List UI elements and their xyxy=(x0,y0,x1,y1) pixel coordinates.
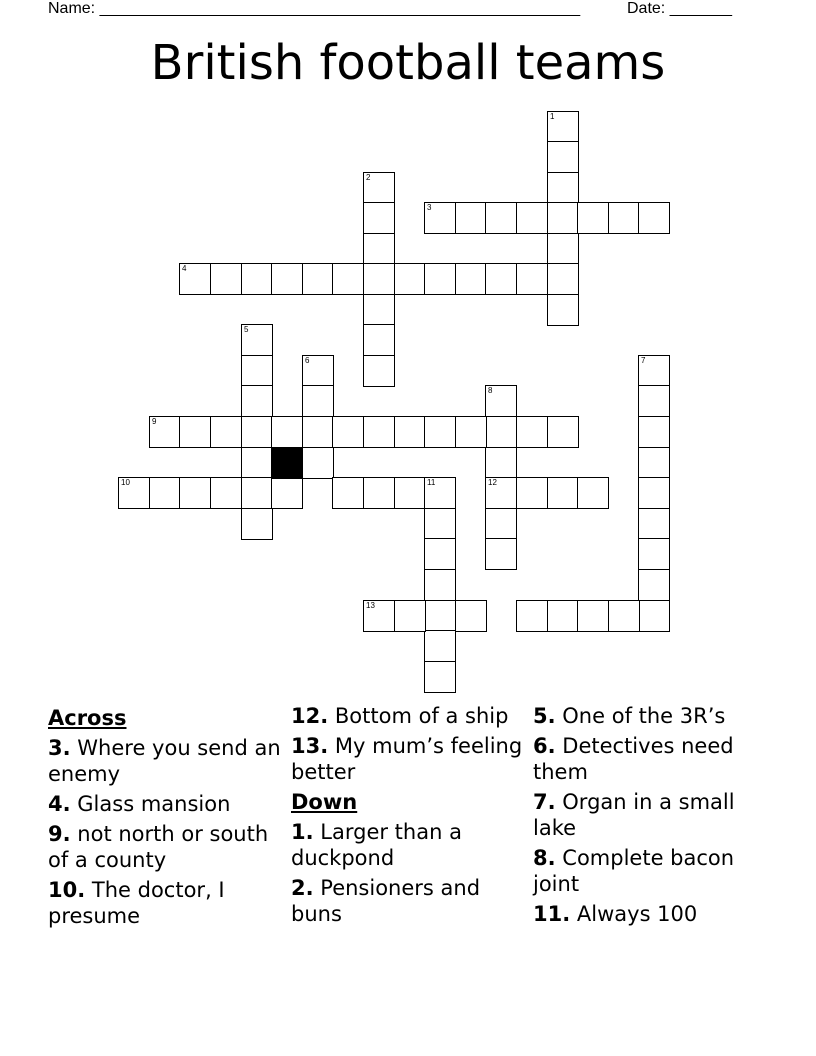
clue-down-8 xyxy=(533,845,773,897)
clue-down-1 xyxy=(291,819,526,871)
grid-cell[interactable] xyxy=(332,263,364,295)
grid-cell[interactable] xyxy=(638,477,670,509)
grid-cell[interactable] xyxy=(638,355,670,387)
grid-cell[interactable] xyxy=(547,111,579,143)
clue-down-2 xyxy=(291,875,526,927)
clue-number: 5. xyxy=(533,704,556,728)
clue-number: 8. xyxy=(533,846,556,870)
grid-cell[interactable] xyxy=(302,447,334,479)
grid-cell[interactable] xyxy=(547,202,579,234)
grid-cell[interactable] xyxy=(424,263,456,295)
grid-cell[interactable] xyxy=(271,263,303,295)
grid-cell[interactable] xyxy=(363,600,395,632)
grid-cell[interactable] xyxy=(516,202,548,234)
grid-cell[interactable] xyxy=(149,477,181,509)
grid-cell[interactable] xyxy=(547,294,579,326)
cell-number: 12 xyxy=(488,478,497,487)
grid-cell[interactable] xyxy=(363,324,395,356)
cell-number: 3 xyxy=(427,203,432,212)
grid-cell[interactable] xyxy=(547,263,579,295)
grid-cell[interactable] xyxy=(424,202,456,234)
black-square xyxy=(271,447,303,479)
page-title: British football teams xyxy=(150,35,666,91)
grid-cell[interactable] xyxy=(241,416,273,448)
date-field-line: Date: _______ xyxy=(627,0,732,17)
clue-number: 3. xyxy=(48,736,71,760)
clue-text: Always 100 xyxy=(576,902,698,926)
cell-number: 4 xyxy=(182,264,187,273)
clue-across-3 xyxy=(48,735,283,787)
grid-cell[interactable] xyxy=(424,661,456,693)
clue-text: Where you send an enemy xyxy=(48,736,281,786)
grid-cell[interactable] xyxy=(179,263,211,295)
grid-cell[interactable] xyxy=(363,172,395,204)
clue-text: Bottom of a ship xyxy=(334,704,509,728)
grid-cell[interactable] xyxy=(394,263,426,295)
grid-cell[interactable] xyxy=(332,416,364,448)
grid-cell[interactable] xyxy=(424,477,456,509)
grid-cell[interactable] xyxy=(302,416,334,448)
grid-cell[interactable] xyxy=(638,569,670,601)
grid-cell[interactable] xyxy=(547,600,579,632)
clue-column-2 xyxy=(291,703,526,931)
cell-number: 10 xyxy=(121,478,130,487)
grid-cell[interactable] xyxy=(485,263,517,295)
grid-cell[interactable] xyxy=(485,447,517,479)
cell-number: 13 xyxy=(366,601,375,610)
grid-cell[interactable] xyxy=(455,600,487,632)
grid-cell[interactable] xyxy=(363,294,395,326)
clue-number: 11. xyxy=(533,902,571,926)
clue-text: My mum’s feeling better xyxy=(291,734,523,784)
grid-cell[interactable] xyxy=(638,385,670,417)
clue-text: not north or south of a county xyxy=(48,822,269,872)
grid-cell[interactable] xyxy=(424,569,456,601)
grid-cell[interactable] xyxy=(608,600,640,632)
cell-number: 5 xyxy=(244,325,249,334)
cell-number: 9 xyxy=(152,417,157,426)
grid-cell[interactable] xyxy=(608,202,640,234)
grid-cell[interactable] xyxy=(577,600,609,632)
grid-cell[interactable] xyxy=(455,416,487,448)
grid-cell[interactable] xyxy=(485,538,517,570)
grid-cell[interactable] xyxy=(547,141,579,173)
clue-across-13 xyxy=(291,733,526,785)
clue-number: 13. xyxy=(291,734,329,758)
clue-text: One of the 3R’s xyxy=(562,704,726,728)
grid-cell[interactable] xyxy=(638,202,670,234)
clue-text: Pensioners and buns xyxy=(291,876,481,926)
cell-number: 8 xyxy=(488,386,493,395)
grid-cell[interactable] xyxy=(241,508,273,540)
clue-column-1 xyxy=(48,703,283,933)
grid-cell[interactable] xyxy=(547,233,579,265)
grid-cell[interactable] xyxy=(363,477,395,509)
grid-cell[interactable] xyxy=(424,538,456,570)
clue-text: Glass mansion xyxy=(77,792,231,816)
clue-text: Detectives need them xyxy=(533,734,734,784)
grid-cell[interactable] xyxy=(210,263,242,295)
grid-cell[interactable] xyxy=(516,600,548,632)
grid-cell[interactable] xyxy=(302,385,334,417)
grid-cell[interactable] xyxy=(241,385,273,417)
grid-cell[interactable] xyxy=(394,416,426,448)
clue-text: The doctor, I presume xyxy=(48,878,225,928)
grid-cell[interactable] xyxy=(241,447,273,479)
clue-text: Larger than a duckpond xyxy=(291,820,462,870)
clue-down-11 xyxy=(533,901,773,927)
clue-number: 10. xyxy=(48,878,86,902)
grid-cell[interactable] xyxy=(363,416,395,448)
grid-cell[interactable] xyxy=(424,416,456,448)
grid-cell[interactable] xyxy=(179,416,211,448)
grid-cell[interactable] xyxy=(302,355,334,387)
grid-cell[interactable] xyxy=(485,477,517,509)
clue-number: 4. xyxy=(48,792,71,816)
grid-cell[interactable] xyxy=(424,600,456,632)
grid-cell[interactable] xyxy=(547,477,579,509)
grid-cell[interactable] xyxy=(332,477,364,509)
grid-cell[interactable] xyxy=(577,202,609,234)
cell-number: 11 xyxy=(427,478,436,487)
cell-number: 1 xyxy=(550,112,555,121)
grid-cell[interactable] xyxy=(302,263,334,295)
clue-down-7 xyxy=(533,789,773,841)
grid-cell[interactable] xyxy=(485,385,517,417)
grid-cell[interactable] xyxy=(547,416,579,448)
clue-across-9 xyxy=(48,821,283,873)
grid-cell[interactable] xyxy=(485,202,517,234)
grid-cell[interactable] xyxy=(455,263,487,295)
grid-cell[interactable] xyxy=(485,508,517,540)
clue-text: Organ in a small lake xyxy=(533,790,735,840)
grid-cell[interactable] xyxy=(271,477,303,509)
grid-cell[interactable] xyxy=(118,477,150,509)
clue-column-3 xyxy=(533,703,773,931)
grid-cell[interactable] xyxy=(363,233,395,265)
grid-cell[interactable] xyxy=(363,263,395,295)
clue-number: 6. xyxy=(533,734,556,758)
grid-cell[interactable] xyxy=(638,538,670,570)
clue-text: Complete bacon joint xyxy=(533,846,735,896)
grid-cell[interactable] xyxy=(394,477,426,509)
grid-cell[interactable] xyxy=(149,416,181,448)
grid-cell[interactable] xyxy=(363,355,395,387)
grid-cell[interactable] xyxy=(394,600,426,632)
clue-across-12 xyxy=(291,703,526,729)
grid-cell[interactable] xyxy=(210,477,242,509)
clue-number: 7. xyxy=(533,790,556,814)
cell-number: 2 xyxy=(366,173,371,182)
clue-across-4 xyxy=(48,791,283,817)
grid-cell[interactable] xyxy=(241,477,273,509)
grid-cell[interactable] xyxy=(271,416,303,448)
clue-number: 9. xyxy=(48,822,71,846)
grid-cell[interactable] xyxy=(638,508,670,540)
grid-cell[interactable] xyxy=(363,202,395,234)
down-heading: Down xyxy=(291,790,358,814)
clue-across-10 xyxy=(48,877,283,929)
across-heading: Across xyxy=(48,706,127,730)
grid-cell[interactable] xyxy=(241,263,273,295)
grid-cell[interactable] xyxy=(455,202,487,234)
grid-cell[interactable] xyxy=(516,263,548,295)
cell-number: 7 xyxy=(641,356,646,365)
grid-cell[interactable] xyxy=(638,447,670,479)
name-field-line: Name: ______________________________________________________ xyxy=(48,0,581,17)
clue-number: 1. xyxy=(291,820,314,844)
grid-cell[interactable] xyxy=(485,416,517,448)
clue-number: 12. xyxy=(291,704,329,728)
clue-number: 2. xyxy=(291,876,314,900)
grid-cell[interactable] xyxy=(241,355,273,387)
grid-cell[interactable] xyxy=(179,477,211,509)
grid-cell[interactable] xyxy=(516,416,548,448)
cell-number: 6 xyxy=(305,356,310,365)
grid-cell[interactable] xyxy=(424,508,456,540)
grid-cell[interactable] xyxy=(241,324,273,356)
grid-cell[interactable] xyxy=(547,172,579,204)
clue-down-6 xyxy=(533,733,773,785)
grid-cell[interactable] xyxy=(210,416,242,448)
grid-cell[interactable] xyxy=(638,416,670,448)
grid-cell[interactable] xyxy=(577,477,609,509)
grid-cell[interactable] xyxy=(638,600,670,632)
grid-cell[interactable] xyxy=(516,477,548,509)
clue-down-5 xyxy=(533,703,773,729)
grid-cell[interactable] xyxy=(424,630,456,662)
